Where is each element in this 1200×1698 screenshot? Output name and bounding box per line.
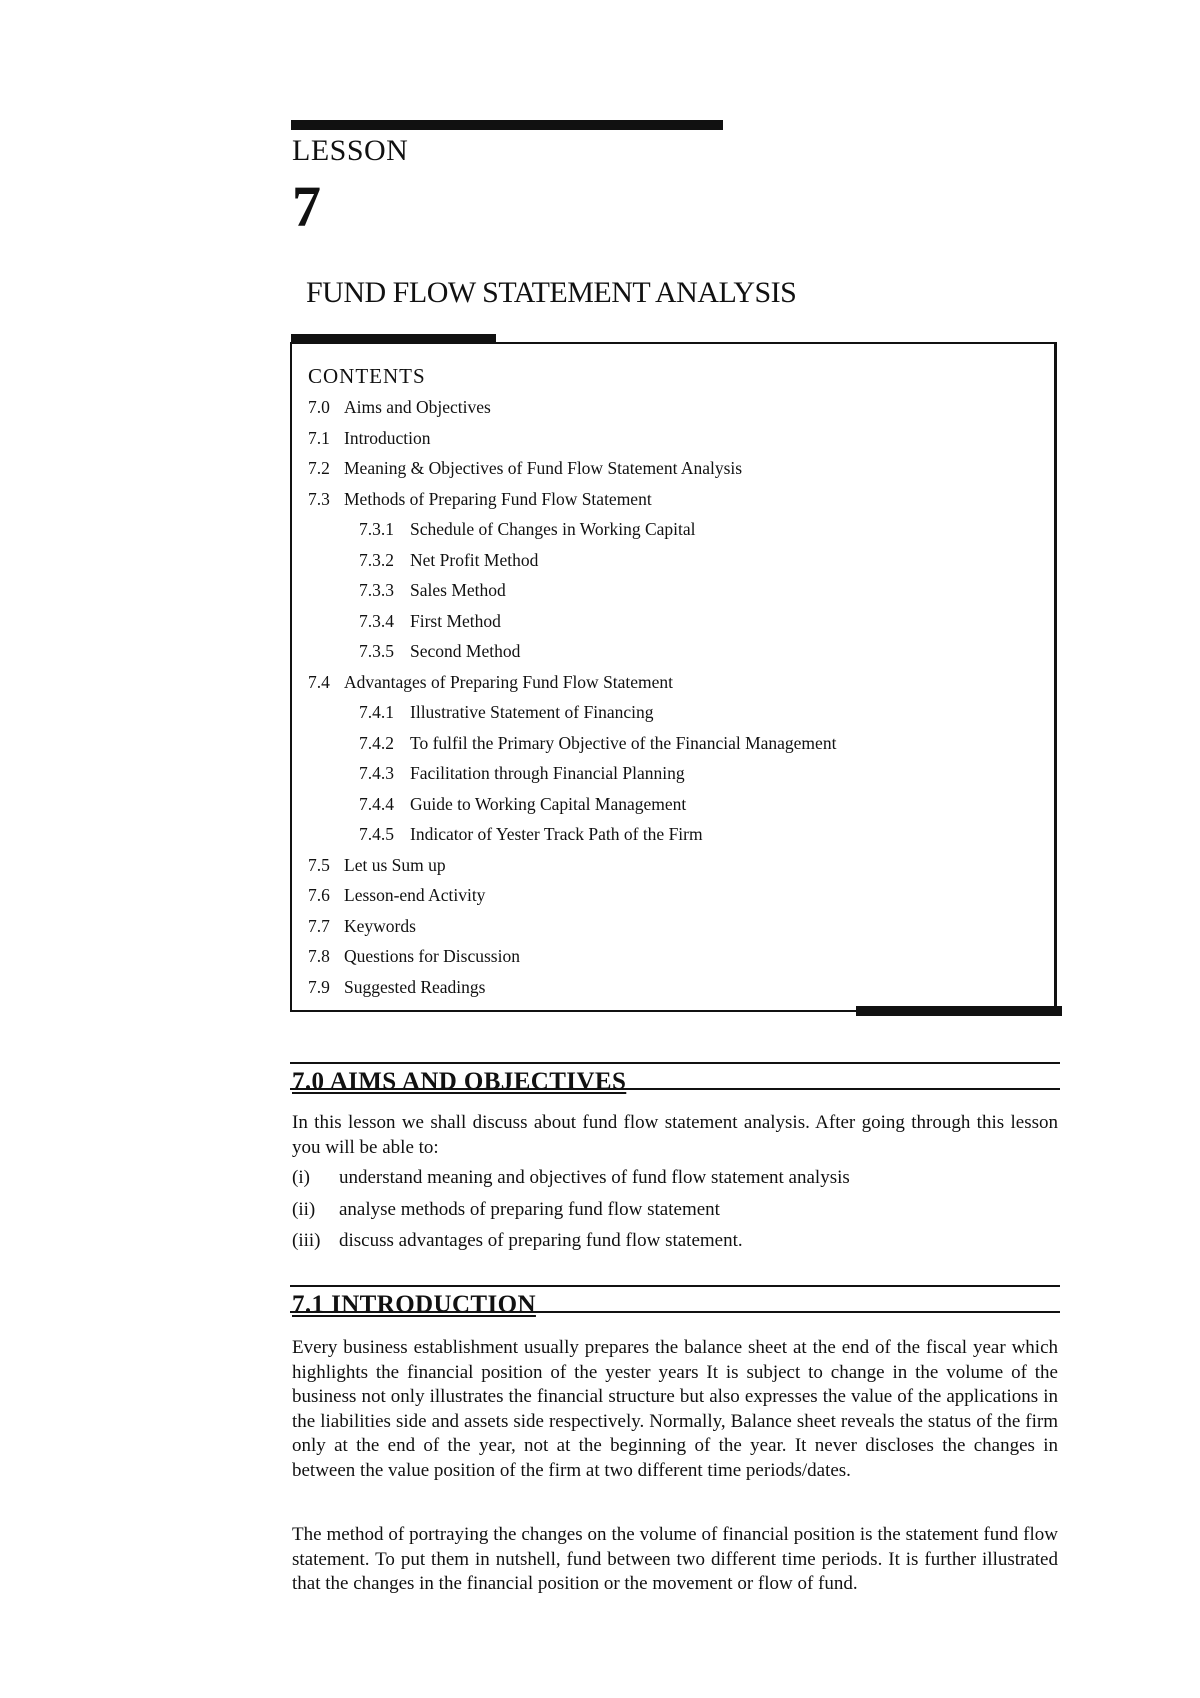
introduction-paragraph-1: Every business establishment usually prepares the balance sheet at the end of the fiscal year which highlights the financial position of the yester years It is subject to change in the volume of the business not only illustrates the financial structure but also expresses the value of the applications in the liabilities side and assets side respectively. Normally, Balance sheet reveals the status of the firm only at the end of the year, not at the beginning of the year. It never discloses the changes in between the value position of the firm at two different time periods/dates.: [292, 1337, 1058, 1481]
contents-item-number: 7.0: [308, 397, 330, 417]
contents-item-number: 7.9: [308, 976, 330, 997]
contents-item-label: Second Method: [410, 641, 521, 661]
contents-item-label: Methods of Preparing Fund Flow Statement: [344, 488, 652, 509]
contents-item-label: Schedule of Changes in Working Capital: [410, 519, 696, 539]
contents-item-label: Net Profit Method: [410, 549, 539, 570]
contents-item-number: 7.3.3: [359, 580, 394, 600]
contents-item-number: 7.4.5: [359, 824, 394, 844]
contents-item-label: Lesson-end Activity: [344, 885, 486, 905]
objective-item: [292, 1198, 1058, 1230]
contents-item: [308, 550, 1038, 581]
objective-text: analyse methods of preparing fund flow statement: [339, 1198, 720, 1220]
contents-item-label: Advantages of Preparing Fund Flow Statement: [344, 671, 674, 692]
contents-list: [308, 397, 1038, 1007]
contents-heading: CONTENTS: [308, 364, 426, 388]
contents-item: [308, 397, 1038, 428]
contents-item-label: Facilitation through Financial Planning: [410, 763, 685, 783]
lesson-number: 7: [292, 174, 321, 239]
contents-item: [308, 489, 1038, 520]
section-heading-introduction-text: 7.1 INTRODUCTION: [292, 1291, 536, 1318]
aims-intro-paragraph: In this lesson we shall discuss about fund flow statement analysis. After going through this lesson you will be able to:: [292, 1112, 1058, 1158]
contents-item-number: 7.4.1: [359, 702, 394, 722]
objective-text: discuss advantages of preparing fund flow statement.: [339, 1230, 743, 1251]
chapter-title: FUND FLOW STATEMENT ANALYSIS: [306, 276, 797, 309]
section-heading-introduction: [290, 1285, 1060, 1318]
contents-item: [308, 794, 1038, 825]
contents-item-label: Keywords: [344, 915, 416, 936]
contents-item: [308, 763, 1038, 794]
contents-item-label: Guide to Working Capital Management: [410, 793, 687, 814]
contents-item-number: 7.4.3: [359, 763, 394, 783]
contents-item-label: Sales Method: [410, 580, 506, 600]
objectives-list: [292, 1166, 1058, 1261]
contents-item-label: Meaning & Objectives of Fund Flow Statement Analysis: [344, 458, 743, 478]
contents-item: [308, 641, 1038, 672]
top-rule: [291, 120, 723, 130]
contents-item-label: Suggested Readings: [344, 976, 486, 997]
objective-number: (ii): [292, 1198, 316, 1220]
contents-item-label: Questions for Discussion: [344, 946, 520, 966]
objective-item: [292, 1166, 1058, 1198]
contents-box: [290, 342, 1057, 1012]
contents-item-number: 7.5: [308, 854, 330, 875]
contents-item: [308, 580, 1038, 611]
objective-number: (iii): [292, 1230, 321, 1251]
contents-item-number: 7.3.5: [359, 641, 394, 661]
contents-item-number: 7.3: [308, 488, 330, 509]
contents-item: [308, 946, 1038, 977]
contents-item-number: 7.7: [308, 915, 330, 936]
contents-item-number: 7.4: [308, 671, 330, 692]
contents-item-label: To fulfil the Primary Objective of the Financial Management: [410, 732, 837, 753]
contents-item: [308, 519, 1038, 550]
contents-item: [308, 611, 1038, 642]
contents-item-label: Aims and Objectives: [344, 397, 491, 417]
contents-box-tab-top: [291, 334, 496, 342]
contents-item-number: 7.4.2: [359, 732, 394, 753]
contents-item-number: 7.8: [308, 946, 330, 966]
contents-item: [308, 885, 1038, 916]
contents-item: [308, 855, 1038, 886]
contents-box-tab-bottom: [856, 1006, 1062, 1016]
contents-item-label: Indicator of Yester Track Path of the Firm: [410, 824, 703, 844]
contents-item-number: 7.6: [308, 885, 330, 905]
contents-item-number: 7.3.2: [359, 549, 394, 570]
contents-item: [308, 428, 1038, 459]
contents-item-label: Illustrative Statement of Financing: [410, 702, 654, 722]
objective-number: (i): [292, 1167, 310, 1188]
contents-item: [308, 458, 1038, 489]
contents-item-number: 7.4.4: [359, 793, 394, 814]
objective-text: understand meaning and objectives of fund flow statement analysis: [339, 1167, 850, 1188]
section-heading-aims-text: 7.0 AIMS AND OBJECTIVES: [292, 1068, 627, 1095]
contents-item: [308, 702, 1038, 733]
lesson-label: LESSON: [292, 134, 409, 167]
contents-item-number: 7.3.4: [359, 610, 394, 631]
contents-item: [308, 672, 1038, 703]
contents-item-number: 7.2: [308, 458, 330, 478]
introduction-paragraph-2: The method of portraying the changes on the volume of financial position is the statement fund flow statement. To put them in nutshell, fund between two different time periods. It is further illustrated that the changes in the financial position or the movement or flow of fund.: [292, 1524, 1058, 1594]
section-heading-aims: [290, 1062, 1060, 1095]
contents-item: [308, 977, 1038, 1008]
contents-item: [308, 916, 1038, 947]
contents-item-label: Let us Sum up: [344, 854, 446, 875]
contents-item: [308, 824, 1038, 855]
objective-item: [292, 1229, 1058, 1261]
contents-item-label: Introduction: [344, 427, 431, 448]
contents-item-number: 7.3.1: [359, 519, 394, 539]
contents-item-number: 7.1: [308, 427, 330, 448]
contents-item-label: First Method: [410, 610, 501, 631]
contents-item: [308, 733, 1038, 764]
